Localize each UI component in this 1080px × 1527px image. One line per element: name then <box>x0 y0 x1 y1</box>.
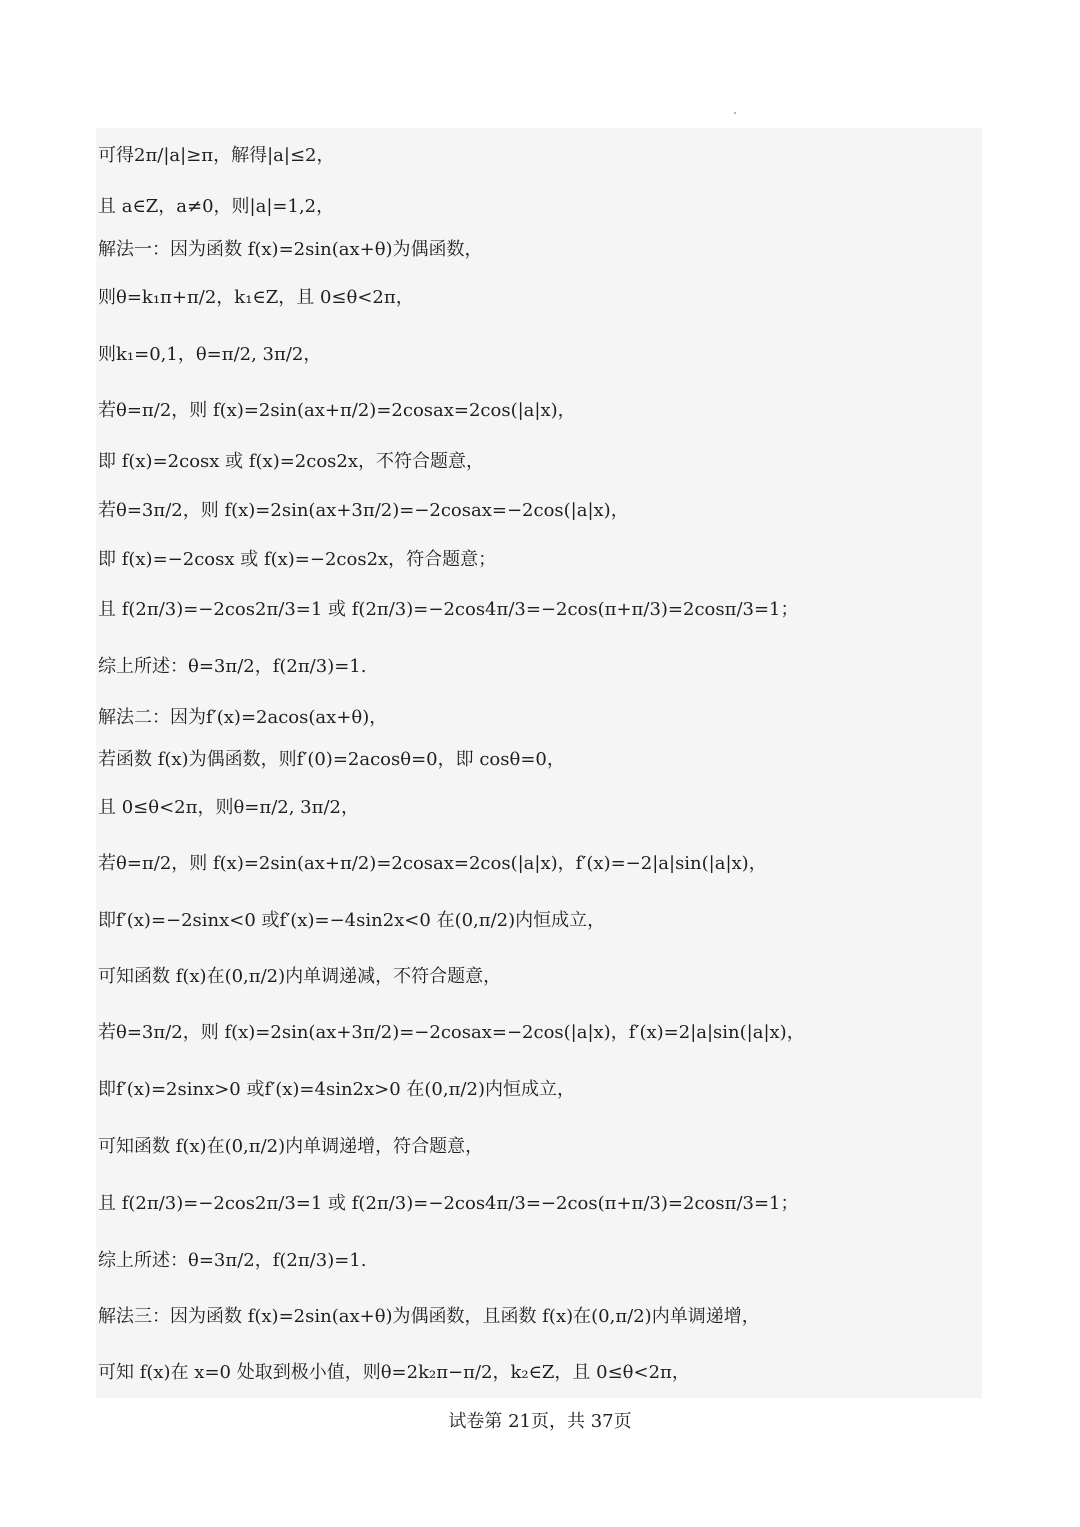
text-line: 可知函数 f(x)在(0,π/2)内单调递增，符合题意， <box>98 1136 484 1157</box>
text-line: 综上所述：θ=3π/2，f(2π/3)=1. <box>98 656 367 677</box>
text-line: 综上所述：θ=3π/2，f(2π/3)=1. <box>98 1250 367 1271</box>
text-line: 可得2π/|a|≥π，解得|a|≤2， <box>98 145 335 166</box>
text-line: 解法一：因为函数 f(x)=2sin(ax+θ)为偶函数， <box>98 239 483 260</box>
text-line: 若θ=π/2，则 f(x)=2sin(ax+π/2)=2cosax=2cos(|a|x)，f′(x)=−2|a|sin(|a|x)， <box>98 853 767 874</box>
text-line: 解法三：因为函数 f(x)=2sin(ax+θ)为偶函数，且函数 f(x)在(0,π/2)内单调递增， <box>98 1306 760 1327</box>
scan-speck <box>734 112 736 114</box>
text-line: 且 f(2π/3)=−2cos2π/3=1 或 f(2π/3)=−2cos4π/3=−2cos(π+π/3)=2cosπ/3=1； <box>98 599 799 620</box>
text-line: 可知函数 f(x)在(0,π/2)内单调递减，不符合题意， <box>98 966 502 987</box>
text-line: 若θ=3π/2，则 f(x)=2sin(ax+3π/2)=−2cosax=−2cos(|a|x)， <box>98 500 629 521</box>
text-line: 即f′(x)=2sinx>0 或f′(x)=4sin2x>0 在(0,π/2)内恒成立， <box>98 1079 575 1100</box>
text-line: 即f′(x)=−2sinx<0 或f′(x)=−4sin2x<0 在(0,π/2)内恒成立， <box>98 910 606 931</box>
text-line: 则k₁=0,1，θ=π/2, 3π/2， <box>98 344 322 365</box>
text-line: 解法二：因为f′(x)=2acos(ax+θ)， <box>98 707 388 728</box>
text-line: 则θ=k₁π+π/2，k₁∈Z，且 0≤θ<2π， <box>98 287 414 308</box>
text-line: 且 f(2π/3)=−2cos2π/3=1 或 f(2π/3)=−2cos4π/3=−2cos(π+π/3)=2cosπ/3=1； <box>98 1193 799 1214</box>
text-line: 即 f(x)=2cosx 或 f(x)=2cos2x，不符合题意， <box>98 451 485 472</box>
text-line: 且 0≤θ<2π，则θ=π/2, 3π/2， <box>98 797 359 818</box>
text-line: 若函数 f(x)为偶函数，则f′(0)=2acosθ=0，即 cosθ=0， <box>98 749 565 770</box>
text-line: 且 a∈Z，a≠0，则|a|=1,2， <box>98 196 335 217</box>
page-footer: 试卷第 21页，共 37页 <box>448 1411 632 1432</box>
text-line: 即 f(x)=−2cosx 或 f(x)=−2cos2x，符合题意； <box>98 549 497 570</box>
text-line: 若θ=3π/2，则 f(x)=2sin(ax+3π/2)=−2cosax=−2cos(|a|x)，f′(x)=2|a|sin(|a|x)， <box>98 1022 805 1043</box>
text-line: 可知 f(x)在 x=0 处取到极小值，则θ=2k₂π−π/2，k₂∈Z，且 0≤θ<2π， <box>98 1362 690 1383</box>
text-line: 若θ=π/2，则 f(x)=2sin(ax+π/2)=2cosax=2cos(|a|x)， <box>98 400 576 421</box>
